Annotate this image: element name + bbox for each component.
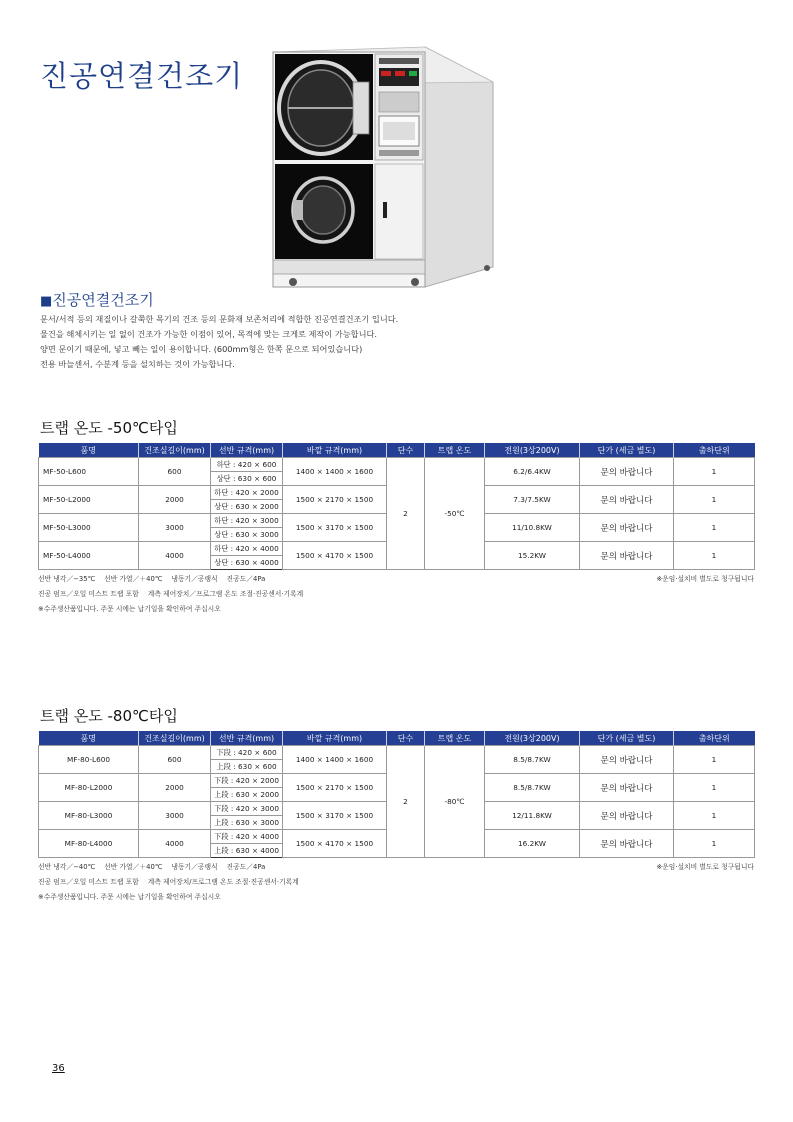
col-header: 단수 bbox=[387, 443, 425, 458]
model-cell: MF-50-L600 bbox=[39, 458, 139, 486]
price-cell: 문의 바랍니다 bbox=[580, 514, 674, 542]
length-cell: 600 bbox=[139, 746, 211, 774]
outer-size-cell: 1500 × 2170 × 1500 bbox=[283, 774, 387, 802]
shelf-upper-cell: 上段 : 630 × 4000 bbox=[211, 844, 283, 858]
spec-block-minus80 bbox=[38, 705, 754, 905]
col-header: 단가 (세금 별도) bbox=[580, 731, 674, 746]
power-cell: 8.5/8.7KW bbox=[485, 774, 580, 802]
table-notes bbox=[38, 572, 754, 617]
shelf-upper-cell: 상단 : 630 × 3000 bbox=[211, 528, 283, 542]
power-cell: 6.2/6.4KW bbox=[485, 458, 580, 486]
table-title: 트랩 온도 -80℃타입 bbox=[40, 707, 178, 725]
outer-size-cell: 1500 × 3170 × 1500 bbox=[283, 514, 387, 542]
price-cell: 문의 바랍니다 bbox=[580, 774, 674, 802]
product-photo bbox=[265, 42, 500, 294]
col-header: 바깥 규격(mm) bbox=[283, 731, 387, 746]
note-line: 선반 냉각／−35℃ 선반 가열／＋40℃ 냉동기／공랭식 진공도／4Pa bbox=[38, 575, 266, 583]
price-cell: 문의 바랍니다 bbox=[580, 830, 674, 858]
length-cell: 3000 bbox=[139, 514, 211, 542]
model-cell: MF-50-L3000 bbox=[39, 514, 139, 542]
col-header: 트랩 온도 bbox=[425, 443, 485, 458]
power-cell: 15.2KW bbox=[485, 542, 580, 570]
description-line: 문서/서적 등의 재질이나 갈쭉한 목기의 건조 등의 문화재 보존처리에 적합한 진공연결건조기 입니다. bbox=[40, 314, 399, 324]
unit-cell: 1 bbox=[674, 802, 755, 830]
model-cell: MF-80-L4000 bbox=[39, 830, 139, 858]
spec-table bbox=[38, 731, 755, 858]
power-cell: 8.5/8.7KW bbox=[485, 746, 580, 774]
model-cell: MF-80-L3000 bbox=[39, 802, 139, 830]
col-header: 전원(3상200V) bbox=[485, 731, 580, 746]
unit-cell: 1 bbox=[674, 458, 755, 486]
table-header-row bbox=[39, 731, 755, 746]
col-header: 바깥 규격(mm) bbox=[283, 443, 387, 458]
price-cell: 문의 바랍니다 bbox=[580, 746, 674, 774]
col-header: 선반 규격(mm) bbox=[211, 731, 283, 746]
unit-cell: 1 bbox=[674, 486, 755, 514]
col-header: 품명 bbox=[39, 443, 139, 458]
unit-cell: 1 bbox=[674, 774, 755, 802]
section-heading bbox=[40, 289, 154, 310]
shelf-lower-cell: 下段 : 420 × 2000 bbox=[211, 774, 283, 788]
power-cell: 7.3/7.5KW bbox=[485, 486, 580, 514]
note-line: 진공 펌프／오일 미스트 트랩 포함 계측 제어장치/프로그램 온도 조절·진공센서·기록계 bbox=[38, 878, 299, 886]
col-header: 단가 (세금 별도) bbox=[580, 443, 674, 458]
length-cell: 4000 bbox=[139, 830, 211, 858]
outer-size-cell: 1500 × 3170 × 1500 bbox=[283, 802, 387, 830]
description bbox=[40, 312, 500, 372]
shelf-upper-cell: 상단 : 630 × 2000 bbox=[211, 500, 283, 514]
page-title: 진공연결건조기 bbox=[40, 59, 244, 93]
shelf-upper-cell: 상단 : 630 × 600 bbox=[211, 472, 283, 486]
length-cell: 4000 bbox=[139, 542, 211, 570]
table-title: 트랩 온도 -50℃타입 bbox=[40, 419, 178, 437]
shelf-lower-cell: 하단 : 420 × 4000 bbox=[211, 542, 283, 556]
price-cell: 문의 바랍니다 bbox=[580, 802, 674, 830]
table-row bbox=[39, 458, 755, 472]
shipping-note: ※운임·설치비 별도로 청구됩니다 bbox=[656, 575, 754, 583]
outer-size-cell: 1500 × 4170 × 1500 bbox=[283, 830, 387, 858]
shelf-lower-cell: 하단 : 420 × 600 bbox=[211, 458, 283, 472]
note-line: ※수주생산품입니다. 주문 시에는 납기일을 확인하여 주십시오 bbox=[38, 605, 221, 613]
description-line: 양면 문이기 때문에, 넣고 빼는 일이 용이합니다. (600mm형은 한쪽 문으로 되어있습니다) bbox=[40, 344, 363, 354]
shelf-upper-cell: 上段 : 630 × 3000 bbox=[211, 816, 283, 830]
length-cell: 2000 bbox=[139, 774, 211, 802]
col-header: 출하단위 bbox=[674, 731, 755, 746]
col-header: 건조실길이(mm) bbox=[139, 443, 211, 458]
shelf-upper-cell: 上段 : 630 × 2000 bbox=[211, 788, 283, 802]
length-cell: 2000 bbox=[139, 486, 211, 514]
shelf-lower-cell: 하단 : 420 × 3000 bbox=[211, 514, 283, 528]
shelf-lower-cell: 下段 : 420 × 600 bbox=[211, 746, 283, 760]
col-header: 선반 규격(mm) bbox=[211, 443, 283, 458]
shelf-lower-cell: 하단 : 420 × 2000 bbox=[211, 486, 283, 500]
outer-size-cell: 1400 × 1400 × 1600 bbox=[283, 746, 387, 774]
shelf-lower-cell: 下段 : 420 × 4000 bbox=[211, 830, 283, 844]
model-cell: MF-80-L2000 bbox=[39, 774, 139, 802]
shelf-upper-cell: 上段 : 630 × 600 bbox=[211, 760, 283, 774]
outer-size-cell: 1500 × 2170 × 1500 bbox=[283, 486, 387, 514]
spec-block-minus50 bbox=[38, 417, 754, 617]
square-bullet-icon: ■ bbox=[40, 294, 53, 309]
model-cell: MF-50-L4000 bbox=[39, 542, 139, 570]
length-cell: 600 bbox=[139, 458, 211, 486]
steps-cell: 2 bbox=[387, 746, 425, 858]
col-header: 건조실길이(mm) bbox=[139, 731, 211, 746]
power-cell: 12/11.8KW bbox=[485, 802, 580, 830]
unit-cell: 1 bbox=[674, 542, 755, 570]
model-cell: MF-80-L600 bbox=[39, 746, 139, 774]
table-header-row bbox=[39, 443, 755, 458]
col-header: 단수 bbox=[387, 731, 425, 746]
shipping-note: ※운임·설치비 별도로 청구됩니다 bbox=[656, 863, 754, 871]
spec-table bbox=[38, 443, 755, 570]
trap-temp-cell: -80℃ bbox=[425, 746, 485, 858]
model-cell: MF-50-L2000 bbox=[39, 486, 139, 514]
col-header: 품명 bbox=[39, 731, 139, 746]
description-line: 전용 바늘센서, 수분계 등을 설치하는 것이 가능합니다. bbox=[40, 359, 235, 369]
unit-cell: 1 bbox=[674, 746, 755, 774]
power-cell: 11/10.8KW bbox=[485, 514, 580, 542]
col-header: 전원(3상200V) bbox=[485, 443, 580, 458]
shelf-lower-cell: 下段 : 420 × 3000 bbox=[211, 802, 283, 816]
description-line: 물건을 해체시키는 일 없이 건조가 가능한 이점이 있어, 목적에 맞는 크게로 제작이 가능합니다. bbox=[40, 329, 377, 339]
length-cell: 3000 bbox=[139, 802, 211, 830]
section-heading-text: 진공연결건조기 bbox=[52, 291, 154, 309]
note-line: 진공 펌프／오일 미스트 트랩 포함 계측 제어장치／프로그램 온도 조절·진공센서·기록계 bbox=[38, 590, 304, 598]
unit-cell: 1 bbox=[674, 514, 755, 542]
power-cell: 16.2KW bbox=[485, 830, 580, 858]
outer-size-cell: 1500 × 4170 × 1500 bbox=[283, 542, 387, 570]
page-number: 36 bbox=[52, 1063, 65, 1074]
price-cell: 문의 바랍니다 bbox=[580, 458, 674, 486]
shelf-upper-cell: 상단 : 630 × 4000 bbox=[211, 556, 283, 570]
trap-temp-cell: -50℃ bbox=[425, 458, 485, 570]
outer-size-cell: 1400 × 1400 × 1600 bbox=[283, 458, 387, 486]
table-notes bbox=[38, 860, 754, 905]
steps-cell: 2 bbox=[387, 458, 425, 570]
note-line: 선반 냉각／−40℃ 선반 가열／＋40℃ 냉동기／공랭식 진공도／4Pa bbox=[38, 863, 266, 871]
unit-cell: 1 bbox=[674, 830, 755, 858]
table-row bbox=[39, 746, 755, 760]
price-cell: 문의 바랍니다 bbox=[580, 486, 674, 514]
note-line: ※수주생산품입니다. 주문 시에는 납기일을 확인하여 주십시오 bbox=[38, 893, 221, 901]
price-cell: 문의 바랍니다 bbox=[580, 542, 674, 570]
col-header: 출하단위 bbox=[674, 443, 755, 458]
col-header: 트랩 온도 bbox=[425, 731, 485, 746]
